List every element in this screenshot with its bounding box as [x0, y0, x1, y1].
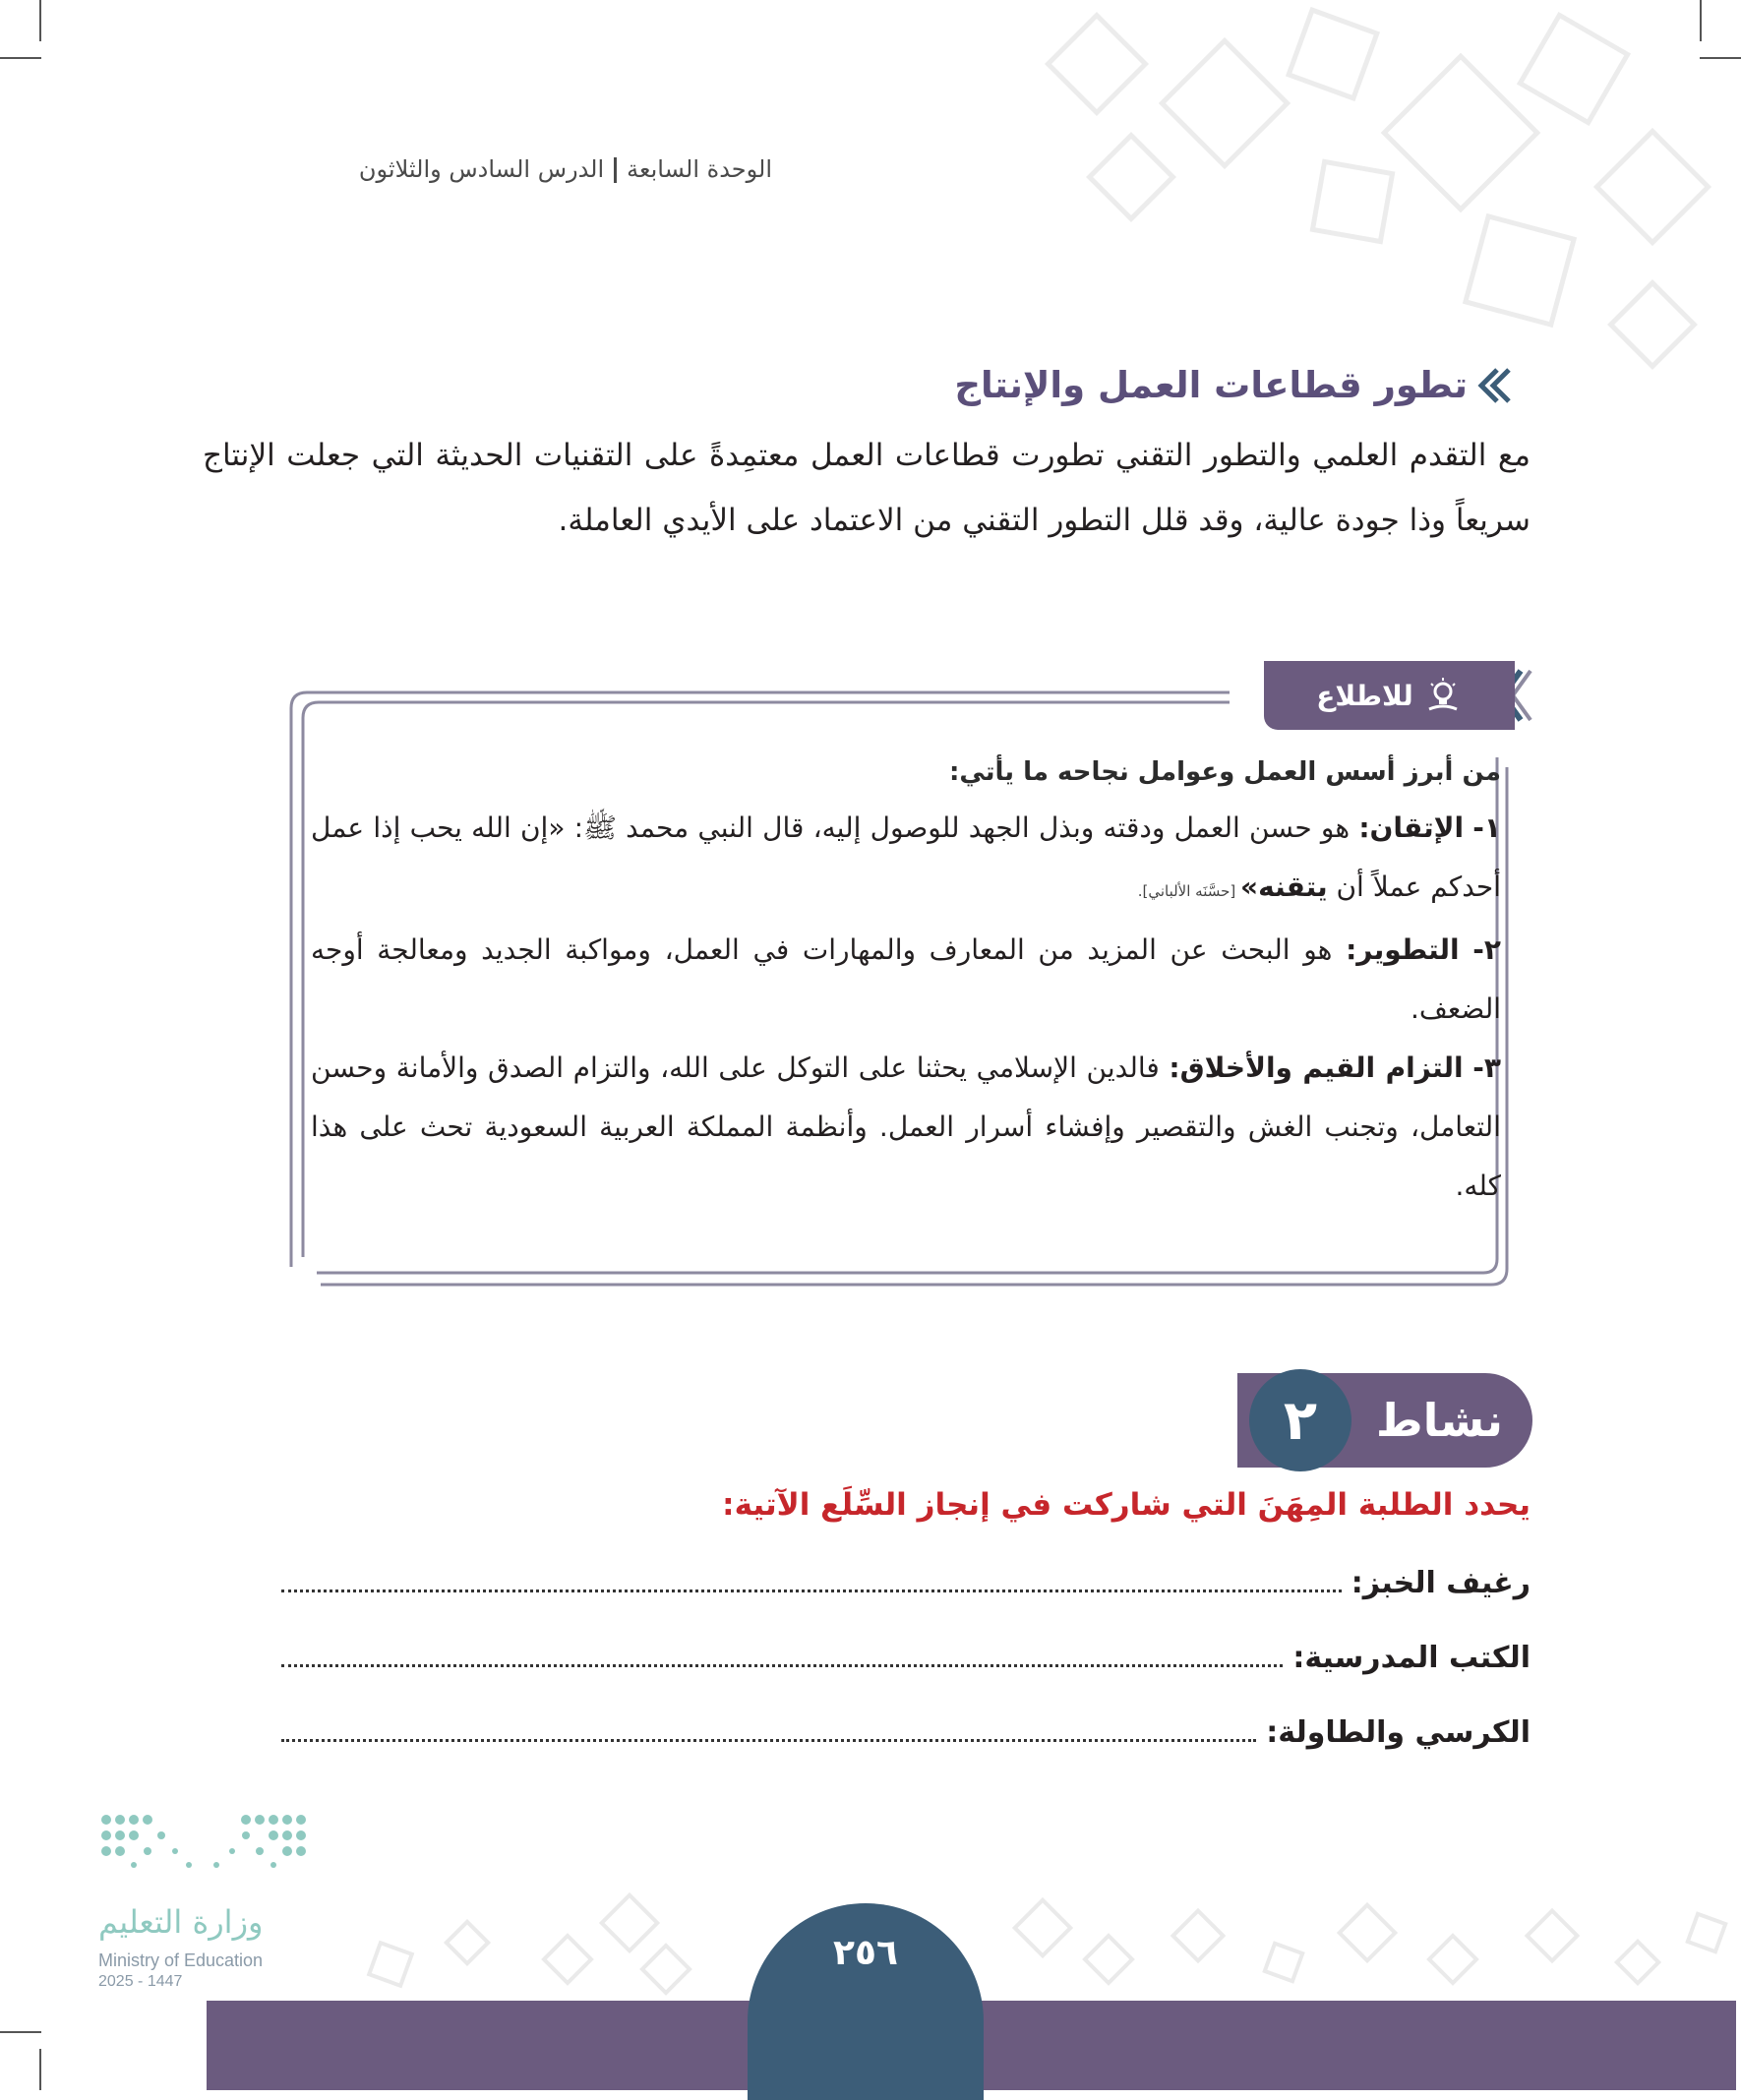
- info-item-number: ١-: [1472, 811, 1501, 844]
- activity-label: نشاط: [1375, 1394, 1503, 1447]
- crop-mark: [0, 57, 41, 59]
- answer-row: [281, 1641, 1531, 1675]
- breadcrumb: [359, 155, 772, 183]
- crop-mark: [0, 2031, 41, 2033]
- answer-row: [281, 1566, 1531, 1600]
- crop-mark: [39, 2049, 41, 2090]
- info-item-term: الإتقان:: [1358, 811, 1465, 844]
- answer-field[interactable]: [281, 1578, 1342, 1592]
- info-box-body: [311, 757, 1501, 1216]
- crop-mark: [39, 0, 41, 41]
- answer-label: رغيف الخبز:: [1351, 1566, 1531, 1600]
- info-item-text: فالدين الإسلامي يحثنا على التوكل على الله، والتزام الصدق والأمانة وحسن التعامل، وتجنب الغش والتقصير وإفشاء أسرار العمل. وأنظمة المملكة العربية السعودية تحث على هذا كله.: [311, 1051, 1501, 1202]
- page-number: ٢٥٦: [833, 1933, 898, 1973]
- activity-instruction: يحدد الطلبة المِهَنَ التي شاركت في إنجاز السِّلَع الآتية:: [722, 1487, 1531, 1523]
- intro-paragraph: مع التقدم العلمي والتطور التقني تطورت قطاعات العمل معتمِدةً على التقنيات الحديثة التي جعلت الإنتاج سريعاً وذا جودة عالية، وقد قلل التطور التقني من الاعتماد على الأيدي العاملة.: [203, 438, 1531, 538]
- info-heading: من أبرز أسس العمل وعوامل نجاحه ما يأتي:: [949, 757, 1501, 787]
- info-badge: [1264, 661, 1515, 730]
- breadcrumb-separator: [614, 157, 617, 183]
- info-item-quote-end: يتقنه»: [1240, 870, 1328, 903]
- section-heading: [954, 364, 1513, 406]
- info-item-3: [311, 1039, 1501, 1216]
- answer-field[interactable]: [281, 1652, 1283, 1667]
- section-title: تطور قطاعات العمل والإنتاج: [954, 364, 1468, 406]
- ministry-logo-icon: [98, 1812, 315, 1881]
- info-item-term: التطوير:: [1346, 933, 1460, 966]
- breadcrumb-lesson: الدرس السادس والثلاثون: [358, 155, 605, 183]
- ministry-name-ar: وزارة التعليم: [98, 1903, 264, 1941]
- ministry-name-en: Ministry of Education: [98, 1950, 264, 1970]
- ministry-year: 2025 - 1447: [98, 1973, 183, 1990]
- answer-field[interactable]: [281, 1727, 1256, 1742]
- crop-mark: [1700, 0, 1702, 41]
- info-item-2: [311, 921, 1501, 1039]
- answer-label: الكتب المدرسية:: [1292, 1641, 1531, 1675]
- info-item-1: [311, 799, 1501, 921]
- info-item-term: التزام القيم والأخلاق:: [1169, 1051, 1464, 1084]
- answer-label: الكرسي والطاولة:: [1266, 1715, 1531, 1750]
- answer-row: [281, 1715, 1531, 1750]
- crop-mark: [1700, 57, 1741, 59]
- info-item-note: [حسَّنَه الألباني].: [1137, 882, 1240, 900]
- double-chevron-icon: [1473, 366, 1513, 405]
- info-item-number: ٣-: [1472, 1051, 1502, 1084]
- activity-number: ٢: [1249, 1369, 1351, 1471]
- info-item-number: ٢-: [1472, 933, 1501, 966]
- info-item-text: هو البحث عن المزيد من المعارف والمهارات في العمل، ومواكبة الجديد ومعالجة أوجه الضعف.: [311, 933, 1501, 1025]
- info-item-text: هو حسن العمل ودقته وبذل الجهد للوصول إليه، قال النبي محمد ﷺ: «إن الله يحب إذا عمل أحدكم عملاً أن: [311, 811, 1501, 903]
- lightbulb-book-icon: [1423, 676, 1463, 715]
- info-badge-label: للاطلاع: [1316, 679, 1413, 712]
- breadcrumb-unit: الوحدة السابعة: [627, 155, 772, 183]
